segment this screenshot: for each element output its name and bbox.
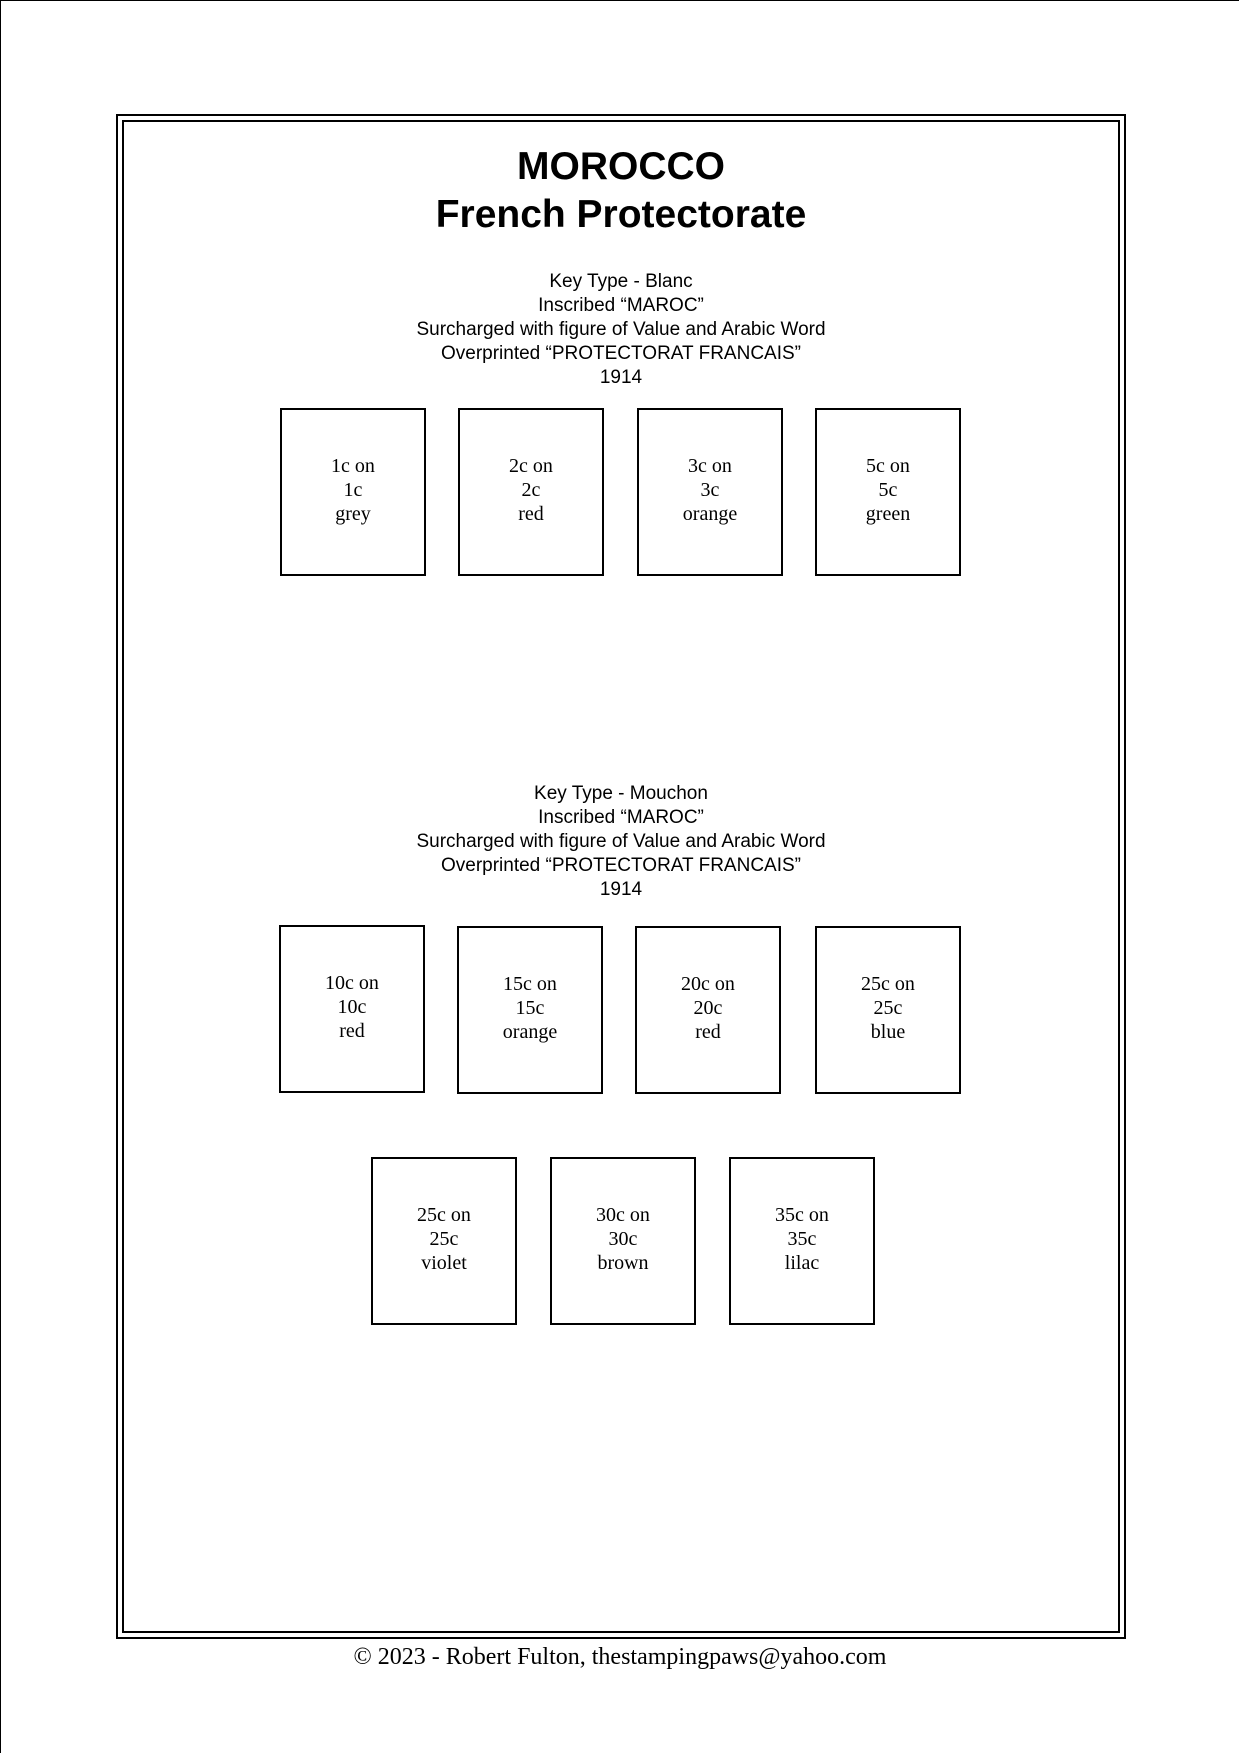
stamp-box (550, 1157, 696, 1325)
stamp-value: 3c on (688, 455, 732, 477)
section-mouchon-caption (122, 782, 1120, 902)
stamp-base-value: 5c (878, 479, 898, 501)
stamp-color: lilac (784, 1252, 820, 1274)
caption-line: Surcharged with figure of Value and Arabic Word (416, 831, 826, 852)
stamp-color: orange (502, 1021, 558, 1043)
stamp-color: green (865, 503, 911, 525)
stamp-base-value: 35c (787, 1228, 817, 1250)
stamp-color: violet (421, 1252, 467, 1274)
stamp-box (457, 926, 603, 1094)
stamp-color: orange (682, 503, 738, 525)
stamp-value: 30c on (596, 1204, 650, 1226)
stamp-base-value: 25c (873, 997, 903, 1019)
page-subtitle: French Protectorate (435, 193, 807, 236)
stamp-box (279, 925, 425, 1093)
stamp-value: 10c on (325, 972, 379, 994)
stamp-box (729, 1157, 875, 1325)
page-title: MOROCCO (517, 145, 725, 188)
copyright-footer: © 2023 - Robert Fulton, thestampingpaws@yahoo.com (353, 1644, 887, 1670)
stamp-base-value: 30c (608, 1228, 638, 1250)
stamp-value: 2c on (509, 455, 553, 477)
stamp-base-value: 15c (515, 997, 545, 1019)
stamp-box (371, 1157, 517, 1325)
stamp-box (815, 926, 961, 1094)
caption-line: Inscribed “MAROC” (538, 807, 704, 828)
stamp-color: blue (870, 1021, 906, 1043)
stamp-base-value: 10c (337, 996, 367, 1018)
stamp-value: 25c on (417, 1204, 471, 1226)
stamp-base-value: 1c (343, 479, 363, 501)
stamp-base-value: 2c (521, 479, 541, 501)
stamp-box (280, 408, 426, 576)
caption-line: 1914 (599, 367, 643, 388)
stamp-value: 1c on (331, 455, 375, 477)
stamp-box (635, 926, 781, 1094)
caption-line: Surcharged with figure of Value and Arabic Word (416, 319, 826, 340)
caption-line: Key Type - Mouchon (534, 783, 708, 804)
stamp-color: red (518, 503, 544, 525)
stamp-base-value: 20c (693, 997, 723, 1019)
caption-line: 1914 (599, 879, 643, 900)
caption-line: Overprinted “PROTECTORAT FRANCAIS” (440, 343, 801, 364)
stamp-base-value: 25c (429, 1228, 459, 1250)
stamp-color: red (695, 1021, 721, 1043)
stamp-value: 20c on (681, 973, 735, 995)
stamp-color: red (339, 1020, 365, 1042)
section-blanc-caption (122, 270, 1120, 390)
caption-line: Inscribed “MAROC” (538, 295, 704, 316)
stamp-box (637, 408, 783, 576)
stamp-box (458, 408, 604, 576)
stamp-value: 5c on (866, 455, 910, 477)
stamp-value: 15c on (503, 973, 557, 995)
stamp-value: 35c on (775, 1204, 829, 1226)
caption-line: Overprinted “PROTECTORAT FRANCAIS” (440, 855, 801, 876)
stamp-value: 25c on (861, 973, 915, 995)
stamp-box (815, 408, 961, 576)
stamp-color: grey (335, 503, 371, 525)
caption-line: Key Type - Blanc (549, 271, 693, 292)
stamp-color: brown (597, 1252, 649, 1274)
stamp-base-value: 3c (700, 479, 720, 501)
